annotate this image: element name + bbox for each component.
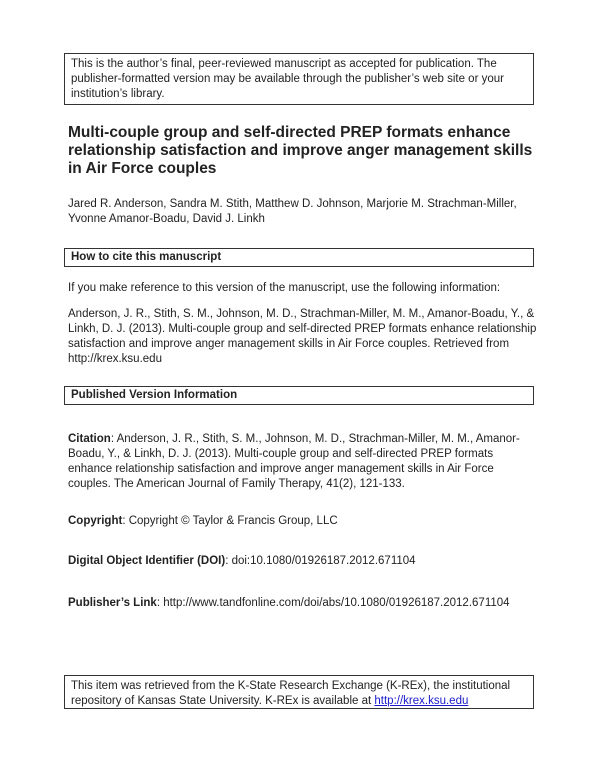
cite-section-heading <box>64 248 534 267</box>
publisher-link-value: : http://www.tandfonline.com/doi/abs/10.1080/01926187.2012.671104 <box>156 597 510 609</box>
publisher-link-line <box>68 596 538 611</box>
author-list: Jared R. Anderson, Sandra M. Stith, Matthew D. Johnson, Marjorie M. Strachman-Miller, Yvonne Amanor-Boadu, David J. Linkh <box>68 198 517 225</box>
doi-line <box>68 554 538 569</box>
doi-value: : doi:10.1080/01926187.2012.671104 <box>225 555 416 567</box>
published-version-heading <box>64 386 534 405</box>
publisher-link-label: Publisher’s Link <box>68 597 157 609</box>
cite-reference-text: Anderson, J. R., Stith, S. M., Johnson, M. D., Strachman-Miller, M. M., Amanor-Boadu, Y., & Linkh, D. J. (2013). Multi-couple group and self-directed PREP formats enhance relationship satisfaction and improve anger management skills in Air Force couples. Retrieved from http://krex.ksu.edu <box>68 308 537 365</box>
cite-intro-text: If you make reference to this version of the manuscript, use the following information: <box>68 282 501 294</box>
published-version-heading-text: Published Version Information <box>71 389 238 401</box>
manuscript-notice-text: This is the author’s final, peer-reviewed manuscript as accepted for publication. The publisher-formatted version may be available through the publisher’s web site or your institution’s library. <box>71 58 504 100</box>
copyright-value: : Copyright © Taylor & Francis Group, LLC <box>122 515 338 527</box>
copyright-label: Copyright <box>68 515 123 527</box>
citation-label: Citation <box>68 433 111 445</box>
published-citation <box>68 432 538 492</box>
doi-label: Digital Object Identifier (DOI) <box>68 555 226 567</box>
copyright-line <box>68 514 538 529</box>
cite-section-heading-text: How to cite this manuscript <box>71 251 222 263</box>
repository-footer-text: This item was retrieved from the K-State Research Exchange (K-REx), the institutional repository of Kansas State University. K-REx is available at <box>71 680 511 707</box>
manuscript-notice-box <box>64 53 534 105</box>
citation-value: : Anderson, J. R., Stith, S. M., Johnson, M. D., Strachman-Miller, M. M., Amanor-Boadu, Y., & Linkh, D. J. (2013). Multi-couple group and self-directed PREP formats enhance relationship satisfaction and improve anger management skills in Air Force couples. The American Journal of Family Therapy, 41(2), 121-133. <box>68 433 520 490</box>
paper-title: Multi-couple group and self-directed PREP formats enhance relationship satisfaction and improve anger management skills in Air Force couples <box>68 124 533 177</box>
repository-footer-box <box>64 675 534 709</box>
krex-link[interactable]: http://krex.ksu.edu <box>374 695 469 707</box>
